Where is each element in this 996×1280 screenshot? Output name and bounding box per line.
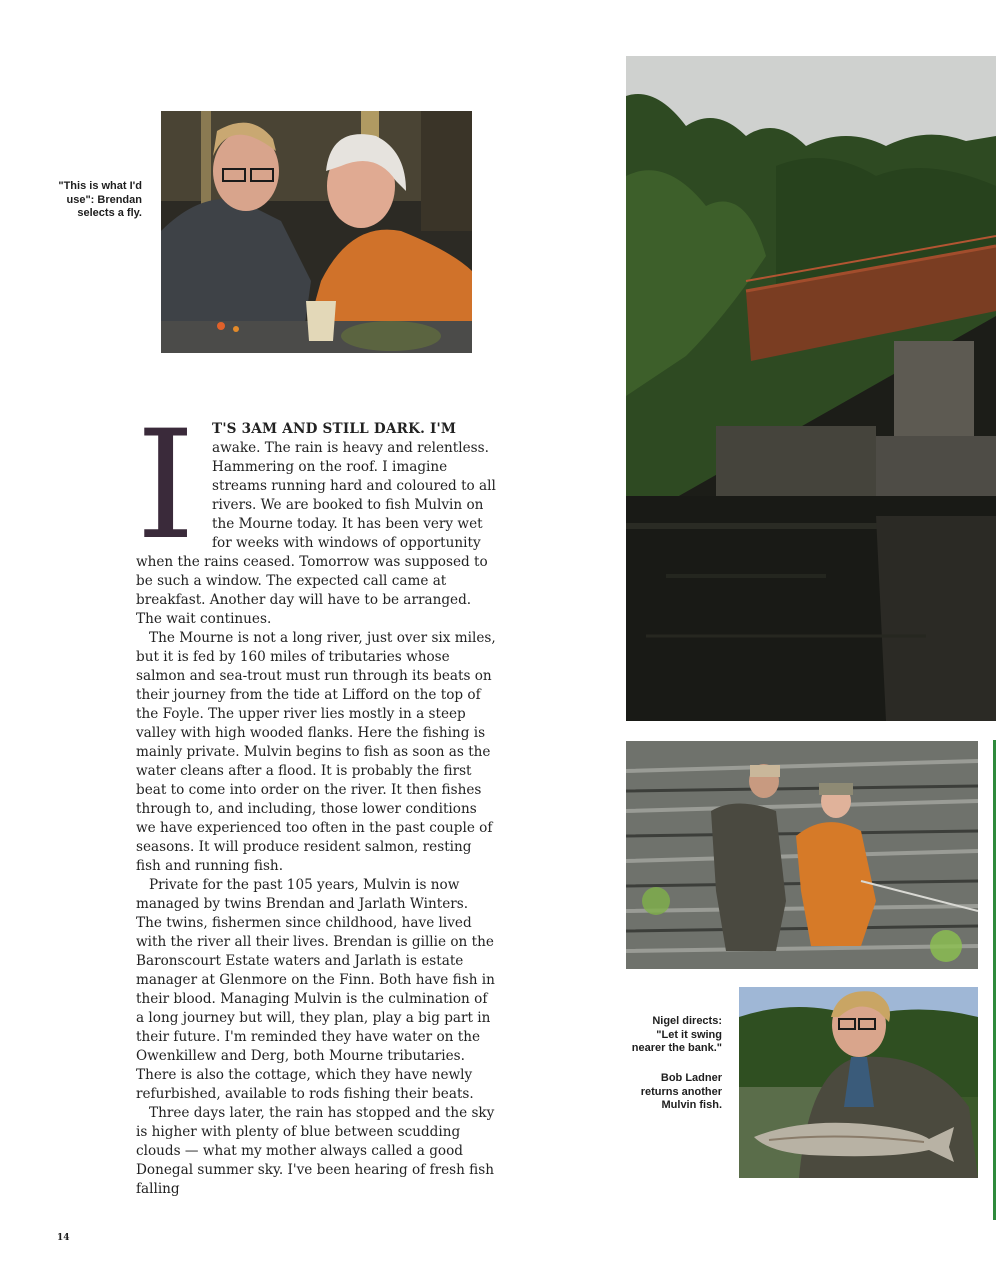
photo-fly-selection xyxy=(161,111,472,353)
caption-fly-text: "This is what I'd use": Brendan selects a fly. xyxy=(58,180,142,220)
article-body xyxy=(136,399,498,1199)
photo-salmon-catch-image xyxy=(739,987,978,1178)
drop-cap: I xyxy=(136,399,196,573)
lead-in: T'S 3AM AND STILL DARK. I'M xyxy=(212,421,457,437)
article-paragraph: The Mourne is not a long river, just over six miles, but it is fed by 160 miles of tributaries whose salmon and sea-trout must run through its beats on their journey from the tide at Lifford on the top of the Foyle. The upper river lies mostly in a steep valley with high wooded flanks. Here the fishing is mainly private. Mulvin begins to fish as soon as the water cleans after a flood. It is probably the first beat to come into order on the river. It then fishes through to, and including, those lower conditions we have experienced too often in the past couple of seasons. It will produce resident salmon, resting fish and running fish. xyxy=(136,630,496,874)
article-paragraph: Private for the past 105 years, Mulvin is now managed by twins Brendan and Jarlath Winters. The twins, fishermen since childhood, have lived with the river all their lives. Brendan is gillie on the Baronscourt Estate waters and Jarlath is estate manager at Glenmore on the Finn. Both have fish in their blood. Managing Mulvin is the culmination of a long journey but will, they plan, play a big part in their future. I'm reminded they have water on the Owenkillew and Derg, both Mourne tributaries. There is also the cottage, which they have newly refurbished, available to rods fishing their beats. xyxy=(136,877,495,1102)
photo-fly-selection-image xyxy=(161,111,472,353)
article-paragraph-1-text: awake. The rain is heavy and relentless. Hammering on the roof. I imagine streams running hard and coloured to all rivers. We are booked to fish Mulvin on the Mourne today. It has been very wet for weeks with windows of opportunity when the rains ceased. Tomorrow was supposed to be such a window. The expected call came at breakfast. Another day will have to be arranged. The wait continues. xyxy=(136,440,496,627)
caption-nigel xyxy=(600,1015,722,1056)
page-number: 14 xyxy=(57,1233,70,1243)
caption-bob-text: Bob Ladner returns another Mulvin fish. xyxy=(640,1072,722,1112)
article-paragraph: Three days later, the rain has stopped and the sky is higher with plenty of blue between scudding clouds — what my mother always called a good Donegal summer sky. I've been hearing of fresh fish falling xyxy=(136,1105,495,1197)
caption-bob xyxy=(600,1072,722,1113)
caption-nigel-text: Nigel directs: "Let it swing nearer the bank." xyxy=(631,1015,722,1055)
photo-river-bridge xyxy=(626,56,996,721)
photo-river-bridge-image xyxy=(626,56,996,721)
caption-fly xyxy=(30,180,142,221)
photo-wading-anglers-image xyxy=(626,741,978,969)
photo-salmon-catch xyxy=(739,987,978,1178)
photo-wading-anglers xyxy=(626,741,978,969)
